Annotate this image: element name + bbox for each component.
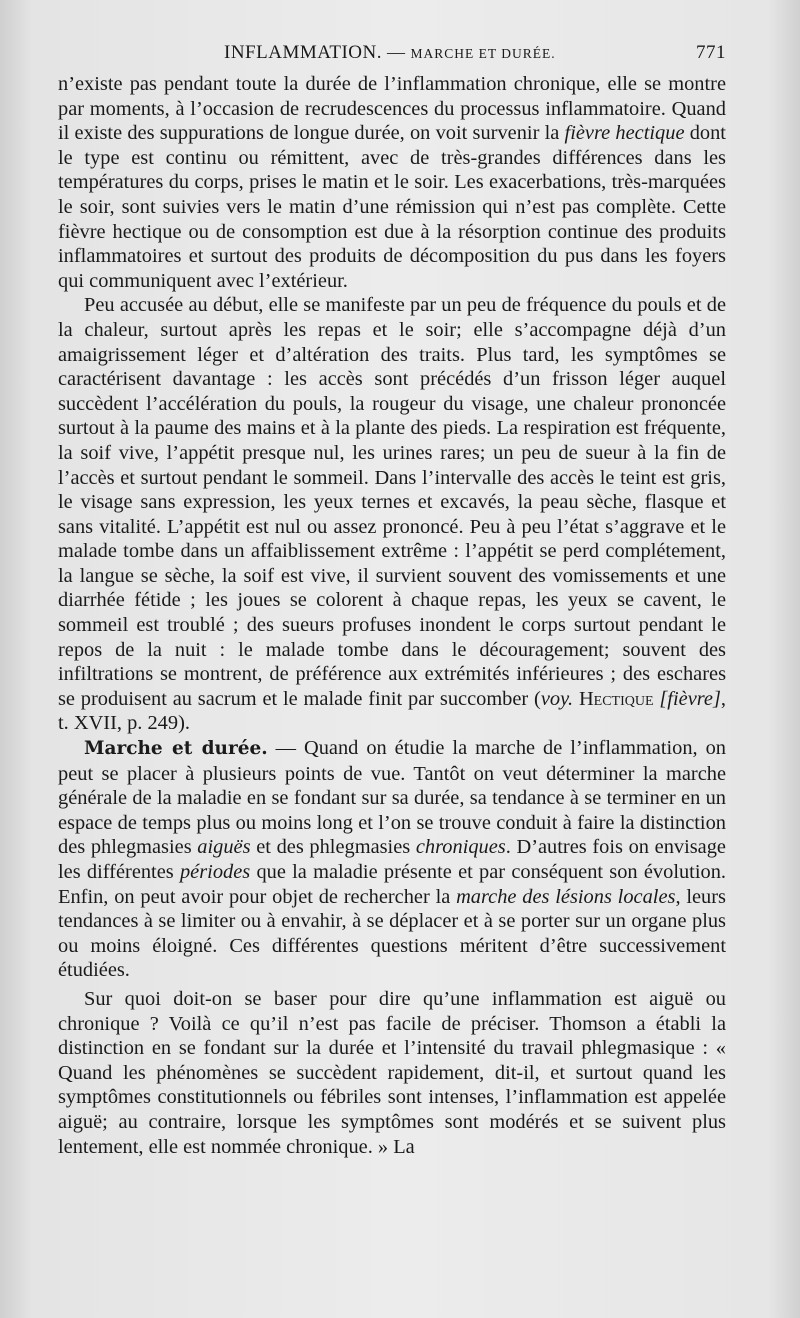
paragraph-fievre-hectique	[58, 72, 726, 293]
paragraph-marche-et-duree	[58, 736, 726, 983]
italic-term: aiguës	[197, 836, 251, 859]
chapter-title: INFLAMMATION.	[224, 42, 382, 63]
italic-term: [fièvre]	[659, 687, 721, 710]
small-caps-reference: Hectique	[573, 687, 660, 710]
title-dash: —	[381, 42, 411, 62]
section-subtitle: MARCHE ET DURÉE.	[410, 46, 556, 61]
text-run: Sur quoi doit-on se baser pour dire qu’une inflammation est aiguë ou chronique ? Voilà ce qu’il n’est pas facile de préciser. Thomson a établi la distinction en se fondant sur la durée et l’intensité du travail phlegmasique : « Quand les phénomènes se succèdent rapidement, dit-il, et surtout quand les symptômes constitutionnels ou fébriles sont intenses, l’inflammation est appelée aiguë; au contraire, lorsque les symptômes sont modérés et se suivent plus lentement, elle est nommée chronique. » La	[58, 987, 726, 1158]
running-title	[224, 42, 556, 64]
text-run: Peu accusée au début, elle se manifeste par un peu de fréquence du pouls et de la chaleur, surtout après les repas et le soir; elle s’accompagne déjà d’un amaigrissement léger et d’altération des traits. Plus tard, les symptômes se caractérisent davantage : les accès sont précédés d’un frisson léger auquel succèdent l’accélération du pouls, la rougeur du visage, une chaleur prononcée surtout à la paume des mains et à la plante des pieds. La respiration est fréquente, la soif vive, l’appétit presque nul, les urines rares; un peu de sueur à la fin de l’accès et surtout pendant le sommeil. Dans l’intervalle des accès le teint est gris, le visage sans expression, les yeux ternes et excavés, la peau sèche, flasque et sans vitalité. L’appétit est nul ou assez prononcé. Peu à peu l’état s’aggrave et le malade tombe dans un affaiblissement extrême : l’appétit se perd complétement, la langue se sèche, la soif est vive, il survient souvent des vomissements et une diarrhée fétide ; les joues se colorent à chaque repas, les yeux se cavent, le sommeil est troublé ; des sueurs profuses inondent le corps surtout pendant le repos de la nuit : le malade tombe dans le découragement; souvent des infiltrations se montrent, de préférence aux extrémités inférieures ; des eschares se produisent au sacrum et le malade finit par succomber (	[58, 294, 726, 710]
text-run: dont le type est continu ou rémittent, avec de très-grandes différences dans les températures du corps, prises le matin et le soir. Les exacerbations, très-marquées le soir, sont suivies vers le matin d’une rémission qui n’est pas complète. Cette fièvre hectique ou de consomption est due à la résorption continue des produits inflammatoires et surtout des produits de décomposition du pus dans les foyers qui communiquent avec l’extérieur.	[58, 122, 726, 292]
text-run: n’existe pas pendant toute la durée de l’inflammation chronique, elle se montre par moments, à l’occasion de recrudescences du processus inflammatoire. Quand il existe des suppurations de longue durée, on voit survenir la	[58, 73, 726, 145]
text-run: . D’autres fois on envisage les différentes	[58, 836, 726, 883]
paragraph-symptomes	[58, 293, 726, 736]
text-run: que la maladie présente et par conséquent son évolution. Enfin, on peut avoir pour objet de rechercher la	[58, 861, 727, 908]
italic-term: périodes	[179, 861, 251, 883]
italic-term: voy.	[540, 687, 574, 710]
page-number: 771	[696, 42, 726, 63]
running-head	[58, 42, 726, 72]
italic-term: chroniques	[415, 836, 506, 859]
paragraph-aigue-chronique	[58, 987, 726, 1159]
italic-term: marche des lésions locales	[456, 885, 676, 908]
section-heading: Marche et durée.	[84, 738, 268, 760]
text-run: , leurs tendances à se limiter ou à envahir, à se déplacer et à se porter sur un organe plus ou moins éloigné. Ces différentes questions méritent d’être successivement étudiées.	[58, 885, 726, 982]
body-text	[58, 72, 726, 1159]
text-run: et des phlegmasies	[250, 836, 416, 859]
text-run: — Quand on étudie la marche de l’inflammation, on peut se placer à plusieurs points de vue. Tantôt on veut déterminer la marche générale de la maladie en se fondant sur sa durée, sa tendance à se terminer en un espace de temps plus ou moins long et l’on se trouve conduit à faire la distinction des phlegmasies	[58, 737, 726, 859]
text-run: , t. XVII, p. 249).	[58, 687, 727, 735]
italic-term: fièvre hectique	[564, 122, 685, 145]
